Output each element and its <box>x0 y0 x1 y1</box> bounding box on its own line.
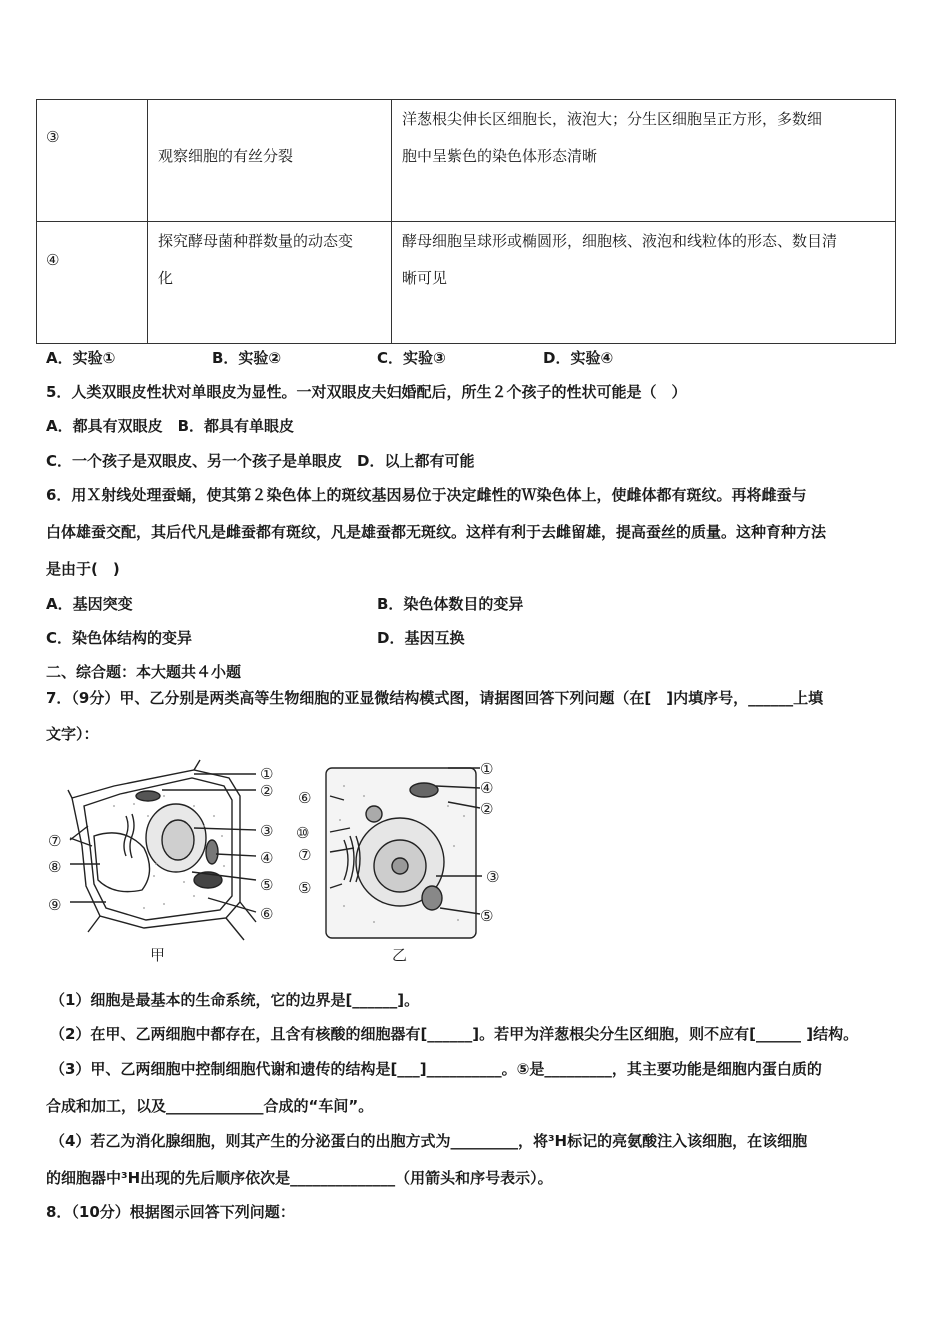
figure-label: ④ <box>260 849 274 867</box>
figure-label: ⑥ <box>260 905 274 923</box>
figure-label: ③ <box>486 868 500 886</box>
q6-option-d[interactable]: D．基因互换 <box>377 629 465 647</box>
figure-label: ⑥ <box>298 789 312 807</box>
figure-label: ② <box>260 782 274 800</box>
figure-caption: 乙 <box>392 946 408 964</box>
q7-sub3: 合成和加工，以及_____________合成的“车间”。 <box>46 1097 374 1115</box>
q6-stem: 是由于( ) <box>46 560 120 578</box>
plant-cell-diagram <box>68 760 256 940</box>
q6-stem: 白体雄蚕交配，其后代凡是雌蚕都有斑纹，凡是雄蚕都无斑纹。这样有利于去雌留雄，提高蚕丝的质量。这种育种方法 <box>46 523 827 541</box>
table-row <box>37 100 896 222</box>
figure-label: ② <box>480 800 494 818</box>
q5-options[interactable]: A．都具有双眼皮 B．都具有单眼皮 <box>46 417 295 435</box>
q5-stem: 5．人类双眼皮性状对单眼皮为显性。一对双眼皮夫妇婚配后，所生２个孩子的性状可能是（ ） <box>46 383 687 401</box>
section-heading: 二、综合题：本大题共４小题 <box>46 663 242 681</box>
figure-label: ① <box>480 760 494 778</box>
q4-option-a[interactable]: A．实验① <box>46 349 116 367</box>
q4-option-d[interactable]: D．实验④ <box>543 349 614 367</box>
experiment-table <box>36 99 896 344</box>
q7-sub4: （4）若乙为消化腺细胞，则其产生的分泌蛋白的出胞方式为_________，将³H标记的亮氨酸注入该细胞，在该细胞 <box>50 1132 808 1150</box>
q7-sub1: （1）细胞是最基本的生命系统，它的边界是[______]。 <box>50 991 420 1009</box>
q4-option-b[interactable]: B．实验② <box>212 349 282 367</box>
figure-label: ⑤ <box>480 907 494 925</box>
figure-label: ④ <box>480 779 494 797</box>
table-row <box>37 222 896 344</box>
figure-label: ⑨ <box>48 896 62 914</box>
animal-cell-diagram <box>326 768 482 938</box>
figure-label: ⑦ <box>298 846 312 864</box>
experiment-name: 化 <box>158 269 174 287</box>
experiment-desc-line: 洋葱根尖伸长区细胞长，液泡大；分生区细胞呈正方形，多数细 <box>402 110 823 128</box>
q7-sub4: 的细胞器中³H出现的先后顺序依次是______________（用箭头和序号表示）。 <box>46 1169 553 1187</box>
q6-option-a[interactable]: A．基因突变 <box>46 595 133 613</box>
row-number: ③ <box>46 128 60 146</box>
figure-label: ⑤ <box>298 879 312 897</box>
cell-diagram <box>44 756 514 971</box>
figure-label: ③ <box>260 822 274 840</box>
figure-caption: 甲 <box>150 946 166 964</box>
q5-options[interactable]: C．一个孩子是双眼皮、另一个孩子是单眼皮 D．以上都有可能 <box>46 452 475 470</box>
figure-label: ⑧ <box>48 858 62 876</box>
experiment-desc-line: 胞中呈紫色的染色体形态清晰 <box>402 147 598 165</box>
figure-label: ⑤ <box>260 876 274 894</box>
experiment-name: 观察细胞的有丝分裂 <box>158 147 294 165</box>
q7-stem: 文字）： <box>46 725 99 743</box>
figure-label: ① <box>260 765 274 783</box>
figure-label: ⑩ <box>296 824 310 842</box>
q8-stem: 8．（10分）根据图示回答下列问题： <box>46 1203 295 1221</box>
q7-sub3: （3）甲、乙两细胞中控制细胞代谢和遗传的结构是[___]__________。⑤是_________，其主要功能是细胞内蛋白质的 <box>50 1060 822 1078</box>
row-number: ④ <box>46 251 60 269</box>
experiment-desc-line: 酵母细胞呈球形或椭圆形，细胞核、液泡和线粒体的形态、数目清 <box>402 232 838 250</box>
q7-stem: 7．（9分）甲、乙分别是两类高等生物细胞的亚显微结构模式图，请据图回答下列问题（在[ ]内填序号，______上填 <box>46 689 824 707</box>
experiment-desc-line: 晰可见 <box>402 269 448 287</box>
figure-label: ⑦ <box>48 832 62 850</box>
q4-option-c[interactable]: C．实验③ <box>377 349 446 367</box>
q6-option-b[interactable]: B．染色体数目的变异 <box>377 595 524 613</box>
q6-option-c[interactable]: C．染色体结构的变异 <box>46 629 193 647</box>
q7-sub2: （2）在甲、乙两细胞中都存在，且含有核酸的细胞器有[______]。若甲为洋葱根尖分生区细胞，则不应有[______ ]结构。 <box>50 1025 859 1043</box>
q6-stem: 6．用Ｘ射线处理蚕蛹，使其第２染色体上的斑纹基因易位于决定雌性的Ｗ染色体上，使雌体都有斑纹。再将雌蚕与 <box>46 486 807 504</box>
experiment-name: 探究酵母菌种群数量的动态变 <box>158 232 354 250</box>
